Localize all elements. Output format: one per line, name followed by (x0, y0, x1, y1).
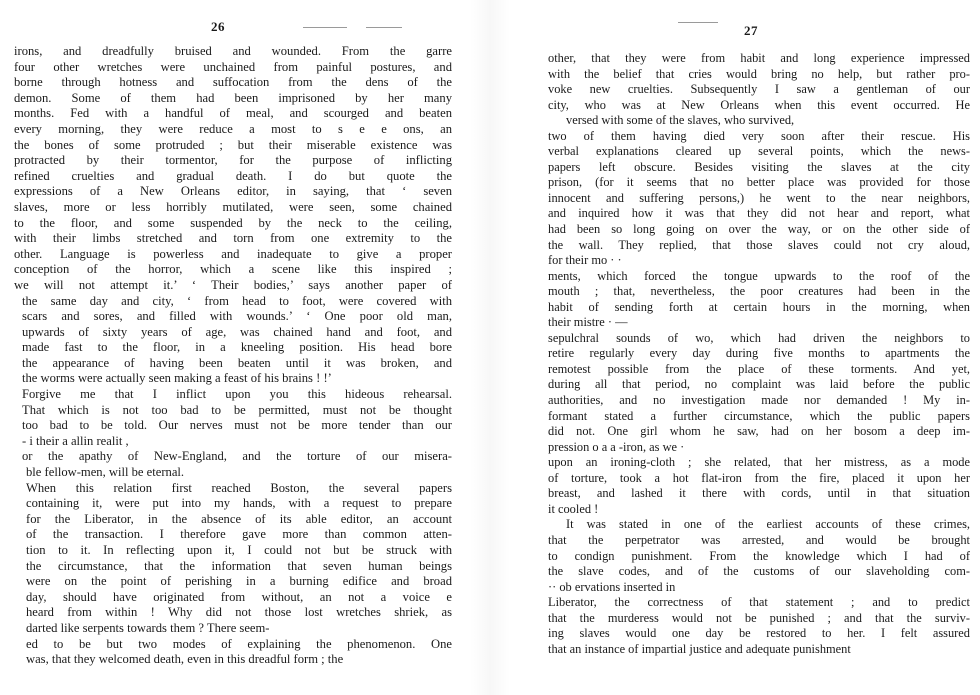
text-line: for the Liberator, in the absence of its able editor, an account (26, 511, 452, 526)
text-line: the appearance of having been beaten until it was broken, and (22, 355, 452, 370)
text-line: the wall. They replied, that those slaves could not cry aloud, (548, 237, 970, 252)
text-line: Liberator, the correctness of that statement ; and to predict (548, 595, 970, 610)
header-rule (678, 22, 718, 23)
text-line: authorities, and no investigation made nor demanded ! My in- (548, 393, 970, 408)
text-line: was, that they welcomed death, even in this dreadful form ; the (26, 652, 344, 667)
text-line: conception of the horror, which a scene like this inspired ; (14, 262, 452, 277)
text-line: versed with some of the slaves, who survived, (566, 113, 795, 128)
text-line: retire regularly every day during five months to apartments the (548, 346, 970, 361)
text-line: the bones of some protruded ; but their miserable existence was (14, 137, 452, 152)
text-line: made fast to the floor, in a kneeling position. His head bore (22, 340, 452, 355)
text-line: ing slaves would one day be restored to her. I felt assured (548, 626, 970, 641)
text-line: verbal explanations cleared up several points, which the news- (548, 144, 970, 159)
text-line: remotest possible from the place of these torments. And yet, (548, 361, 970, 376)
text-line: containing it, were put into my hands, with a request to prepare (26, 496, 452, 511)
text-line: to the floor, and some suspended by the neck to the ceiling, (14, 215, 452, 230)
text-line: sepulchral sounds of wo, which had driven the neighbors to (548, 330, 970, 345)
text-line: for their mo · · (548, 253, 622, 268)
text-line: their mistre · — (548, 315, 628, 330)
text-line: of the transaction. I therefore gave more than common atten- (26, 527, 452, 542)
text-line: upwards of sixty years of age, was chained hand and foot, and (22, 324, 452, 339)
text-line: with their limbs stretched and torn from one extremity to the (14, 231, 452, 246)
text-line: ·· ob ervations inserted in (548, 579, 676, 594)
text-line: slaves, more or less horribly mutilated, were seen, some chained (14, 199, 452, 214)
text-line: we will not attempt it.’ ‘ Their bodies,’ says another paper of (14, 277, 452, 292)
text-line: refined cruelties and gradual death. I do but quote the (14, 168, 452, 183)
text-line: that the perpetrator was arrested, and would be brought (548, 532, 970, 547)
text-line: ble fellow-men, will be eternal. (26, 465, 185, 480)
left-page (14, 0, 452, 695)
text-line: two of them having died very soon after their rescue. His (548, 128, 970, 143)
text-line: did not. One girl whom he saw, had on her bosom a deep im- (548, 424, 970, 439)
page-number-right: 27 (744, 23, 758, 38)
text-line: the worms were actually seen making a feast of his brains ! !’ (22, 371, 332, 386)
text-line: with the belief that cries would bring no help, but rather pro- (548, 66, 970, 81)
text-line: prison, (for it seems that no better place was provided for those (548, 175, 970, 190)
text-line: and inquired how it was that they did not hear and report, what (548, 206, 970, 221)
text-line: it cooled ! (548, 501, 599, 516)
header-rule (366, 27, 402, 28)
text-line: expressions of a New Orleans editor, in saying, that ‘ seven (14, 184, 452, 199)
text-line: It was stated in one of the earliest accounts of these crimes, (566, 517, 970, 532)
text-line: heard from within ! Why did not those lost wretches shriek, as (26, 605, 452, 620)
text-line: voke new cruelties. Subsequently I saw a gentleman of our (548, 82, 970, 97)
text-line: When this relation first reached Boston, the several papers (26, 480, 452, 495)
text-line: day, should have originated from without, an not a voice e (26, 589, 452, 604)
text-line: ed to be but two modes of explaining the phenomenon. One (26, 636, 452, 651)
text-line: mouth ; that, nevertheless, the poor creatures had been in the (548, 284, 970, 299)
header-rule (303, 27, 347, 28)
text-line: months. Fed with a handful of meal, and scourged and beaten (14, 106, 452, 121)
text-line: habit of sending forth at certain hours in the morning, when (548, 299, 970, 314)
text-line: papers left obscure. Besides visiting the slaves at the city (548, 159, 970, 174)
text-line: darted like serpents towards them ? There seem- (26, 620, 270, 635)
right-page-text (548, 51, 970, 657)
text-line: pression o a a -iron, as we · (548, 439, 685, 454)
text-line: the slave codes, and of the customs of our slaveholding com- (548, 564, 970, 579)
gutter (470, 0, 510, 695)
text-line: tion to it. In reflecting upon it, I could not but be struck with (26, 543, 452, 557)
right-page (548, 0, 970, 695)
text-line: were on the point of perishing in a burning edifice and broad (26, 574, 452, 589)
text-line: other. Language is powerless and inadequate to give a proper (14, 246, 452, 261)
text-line: or the apathy of New-England, and the torture of our misera- (22, 449, 452, 464)
text-line: other, that they were from habit and long experience impressed (548, 51, 970, 65)
text-line: That which is not too bad to be permitted, must not be thought (22, 402, 452, 417)
text-line: scars and sores, and filled with wounds.’ ‘ One poor old man, (22, 309, 452, 324)
text-line: four other wretches were unchained from painful postures, and (14, 59, 452, 74)
text-line: the same day and city, ‘ from head to foot, were covered with (22, 293, 452, 308)
text-line: demon. Some of them had been imprisoned by her many (14, 90, 452, 105)
text-line: that an instance of impartial justice and adequate punishment (548, 641, 851, 656)
text-line: irons, and dreadfully bruised and wounded. From the garre (14, 44, 452, 58)
text-line: to condign punishment. From the knowledge which I had of (548, 548, 970, 563)
text-line: - i their a allin realit , (22, 433, 129, 448)
left-page-text (14, 44, 452, 668)
text-line: of torture, took a hot flat-iron from the fire, placed it upon her (548, 470, 970, 485)
text-line: ments, which forced the tongue upwards to the roof of the (548, 268, 970, 283)
text-line: the circumstance, that the information that seven human beings (26, 558, 452, 573)
text-line: Forgive me that I inflict upon you this hideous rehearsal. (22, 387, 452, 402)
text-line: city, who was at New Orleans when this event occurred. He (548, 97, 970, 112)
text-line: formant stated a further circumstance, which the public papers (548, 408, 970, 423)
text-line: upon an ironing-cloth ; she related, that her mistress, as a mode (548, 455, 970, 470)
text-line: too bad to be told. Our nerves must not be more tender than our (22, 418, 452, 433)
text-line: innocent and suffering persons,) he went to the near neighbors, (548, 190, 970, 205)
text-line: breast, and lashed it there with cords, until in that situation (548, 486, 970, 501)
text-line: borne through hotness and suffocation from the dens of the (14, 75, 452, 90)
text-line: that the murderess would not be punished ; and that the surviv- (548, 610, 970, 625)
text-line: protracted by their tormentor, for the purpose of inflicting (14, 153, 452, 168)
page-number-left: 26 (211, 19, 225, 34)
text-line: every morning, they were reduce a most to s e e ons, an (14, 121, 452, 136)
text-line: during all that period, no complaint was laid before the public (548, 377, 970, 392)
text-line: had been so long going on over the way, or on the other side of (548, 222, 970, 237)
